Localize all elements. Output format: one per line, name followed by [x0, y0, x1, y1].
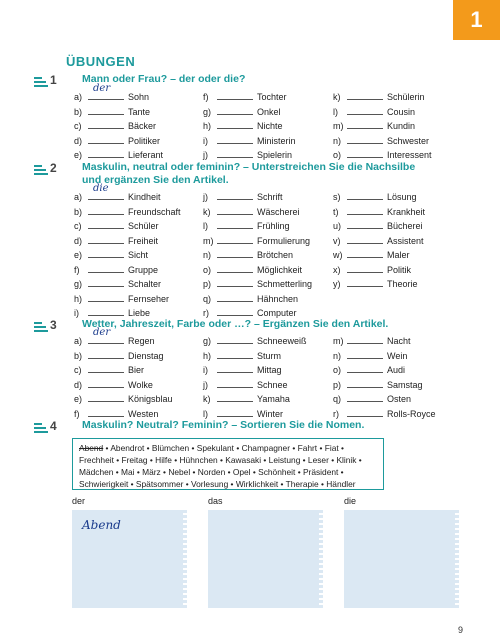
item-letter: q) — [333, 394, 342, 404]
exercise-item — [74, 183, 161, 203]
item-word: Ministerin — [257, 135, 296, 146]
item-letter: s) — [333, 192, 341, 202]
item-word: Assistent — [387, 235, 424, 246]
answer-blank[interactable] — [88, 349, 124, 359]
sort-box-der[interactable] — [72, 510, 184, 608]
item-letter: b) — [74, 106, 83, 117]
exercise-number: 4 — [50, 419, 57, 433]
exercise-item — [74, 148, 163, 161]
item-word: Osten — [387, 394, 412, 404]
exercise-item — [74, 363, 144, 376]
exercise-item — [74, 277, 161, 290]
item-word: Cousin — [387, 106, 416, 117]
exercise-item — [203, 134, 296, 147]
item-word: Winter — [257, 408, 284, 419]
exercise-item — [203, 248, 293, 261]
item-word: Liebe — [128, 308, 151, 318]
item-letter: w) — [333, 250, 343, 260]
answer-blank[interactable] — [217, 90, 253, 100]
item-word: Maler — [387, 250, 410, 260]
item-word: Yamaha — [257, 394, 290, 404]
handwritten-answer: der — [93, 83, 111, 94]
answer-blank[interactable] — [88, 292, 124, 302]
exercise-item — [74, 119, 156, 132]
handwritten-answer: die — [93, 183, 109, 194]
answer-blank[interactable] — [217, 363, 253, 373]
answer-blank[interactable] — [217, 119, 253, 129]
exercise-title: Wetter, Jahreszeit, Farbe oder …? – Ergänzen Sie den Artikel. — [82, 318, 389, 330]
answer-blank[interactable] — [88, 234, 124, 244]
exercise-lines-icon — [34, 322, 48, 332]
exercise-number: 1 — [50, 73, 57, 87]
answer-blank[interactable] — [88, 392, 124, 402]
item-letter: g) — [203, 106, 212, 117]
item-word: Königsblau — [128, 394, 173, 404]
exercise-item — [333, 234, 424, 247]
item-letter: m) — [333, 336, 344, 346]
column-label-die: die — [344, 496, 357, 506]
exercise-item — [333, 392, 411, 405]
answer-blank[interactable] — [347, 90, 383, 100]
exercise-item — [203, 407, 283, 420]
answer-blank[interactable] — [88, 263, 124, 273]
item-letter: n) — [333, 350, 342, 361]
item-word: Sohn — [128, 92, 150, 102]
item-letter: h) — [74, 293, 83, 304]
exercise-item — [333, 148, 432, 161]
item-letter: j) — [203, 192, 208, 202]
answer-blank[interactable] — [217, 219, 253, 229]
item-letter: i) — [203, 135, 208, 146]
item-word: Schnee — [257, 379, 288, 390]
item-letter: c) — [74, 365, 82, 375]
item-letter: l) — [333, 106, 338, 117]
answer-blank[interactable] — [217, 349, 253, 359]
answer-blank[interactable] — [88, 105, 124, 115]
exercise-item — [203, 234, 310, 247]
item-word: Regen — [128, 336, 155, 346]
item-letter: a) — [74, 336, 83, 346]
answer-blank[interactable] — [217, 105, 253, 115]
answer-blank[interactable] — [347, 234, 383, 244]
exercise-item — [333, 378, 423, 391]
item-letter: k) — [203, 394, 211, 404]
sort-box-die[interactable] — [344, 510, 456, 608]
item-word: Audi — [387, 365, 406, 375]
exercise-item — [333, 205, 425, 218]
item-letter: o) — [203, 264, 212, 275]
item-word: Spielerin — [257, 150, 293, 160]
exercise-item — [203, 363, 282, 376]
answer-blank[interactable] — [88, 205, 124, 215]
word-bank — [72, 438, 384, 490]
answer-blank[interactable] — [217, 378, 253, 388]
page-number: 9 — [457, 625, 463, 635]
item-word: Westen — [128, 408, 159, 419]
answer-blank[interactable] — [88, 119, 124, 129]
answer-blank[interactable] — [217, 248, 253, 258]
exercise-item — [203, 190, 283, 203]
item-letter: c) — [74, 121, 82, 131]
answer-blank[interactable] — [88, 219, 124, 229]
item-letter: p) — [333, 379, 342, 390]
answer-blank[interactable] — [217, 234, 253, 244]
exercise-title: Mann oder Frau? – der oder die? — [82, 73, 246, 85]
exercise-item — [333, 407, 436, 420]
exercise-item — [333, 277, 418, 290]
answer-blank[interactable] — [217, 407, 253, 417]
answer-blank[interactable] — [347, 378, 383, 388]
exercise-item — [203, 219, 290, 232]
item-word: Theorie — [387, 279, 418, 289]
word-bank-words: • Abendrot • Blümchen • Spekulant • Champagner • Fahrt • Fiat • Frechheit • Freitag • Hilfe • Hühnchen • Kawasaki • Leistung • Leser • Klinik • Mädchen • Mai • März • Nebel • Norden • Opel • Schönheit • Präsident • Schwierigkeit • Spätsommer • Vorlesung • Wirklichkeit • Therapie • Händler — [79, 443, 362, 489]
item-letter: m) — [333, 121, 344, 131]
item-word: Wolke — [128, 379, 153, 390]
item-letter: f) — [203, 92, 209, 102]
item-letter: v) — [333, 235, 341, 246]
exercise-item — [203, 292, 298, 305]
exercise-item — [74, 292, 169, 305]
item-word: Freiheit — [128, 235, 159, 246]
answer-blank[interactable] — [347, 392, 383, 402]
item-letter: n) — [333, 135, 342, 146]
sort-box-das[interactable] — [208, 510, 320, 608]
answer-blank[interactable] — [88, 148, 124, 158]
answer-blank[interactable] — [347, 205, 383, 215]
exercise-title: Maskulin? Neutral? Feminin? – Sortieren Sie die Nomen. — [82, 419, 365, 431]
exercise-item — [74, 378, 153, 391]
column-label-das: das — [208, 496, 223, 506]
item-letter: h) — [203, 121, 212, 131]
item-letter: m) — [203, 235, 214, 246]
item-letter: u) — [333, 221, 342, 231]
item-letter: d) — [74, 235, 83, 246]
exercise-lines-icon — [34, 165, 48, 175]
item-word: Schmetterling — [257, 279, 313, 289]
item-letter: p) — [203, 279, 212, 289]
exercise-item — [203, 392, 290, 405]
answer-blank[interactable] — [88, 134, 124, 144]
exercise-item — [74, 248, 148, 261]
item-letter: d) — [74, 135, 83, 146]
item-word: Nacht — [387, 336, 411, 346]
answer-blank[interactable] — [88, 306, 124, 316]
item-letter: f) — [74, 408, 80, 419]
answer-blank[interactable] — [347, 334, 383, 344]
item-word: Schüler — [128, 221, 159, 231]
item-word: Rolls-Royce — [387, 408, 436, 419]
item-letter: q) — [203, 293, 212, 304]
item-letter: r) — [203, 308, 209, 318]
exercise-number: 3 — [50, 318, 57, 332]
answer-blank[interactable] — [88, 378, 124, 388]
answer-blank[interactable] — [88, 83, 124, 100]
exercise-item — [74, 219, 159, 232]
item-letter: k) — [203, 206, 211, 217]
exercise-4-header — [34, 419, 364, 433]
item-word: Onkel — [257, 106, 281, 117]
item-letter: c) — [74, 221, 82, 231]
answer-blank[interactable] — [347, 134, 383, 144]
item-word: Samstag — [387, 379, 423, 390]
exercise-item — [203, 349, 281, 362]
item-letter: b) — [74, 206, 83, 217]
item-word: Möglichkeit — [257, 264, 303, 275]
exercise-item — [203, 148, 292, 161]
item-word: Brötchen — [257, 250, 294, 260]
answer-blank[interactable] — [347, 219, 383, 229]
item-word: Schwester — [387, 135, 430, 146]
exercise-item — [74, 105, 150, 118]
exercise-item — [333, 363, 405, 376]
exercise-item — [74, 392, 173, 405]
item-word: Kundin — [387, 121, 416, 131]
item-letter: y) — [333, 279, 341, 289]
item-word: Lieferant — [128, 150, 164, 160]
item-word: Frühling — [257, 221, 290, 231]
answer-blank[interactable] — [347, 190, 383, 200]
item-word: Bücherei — [387, 221, 423, 231]
answer-blank[interactable] — [217, 277, 253, 287]
exercise-2-header — [34, 161, 415, 187]
answer-blank[interactable] — [88, 407, 124, 417]
exercise-item — [203, 90, 287, 103]
exercise-item — [333, 105, 415, 118]
answer-blank[interactable] — [88, 363, 124, 373]
item-word: Freundschaft — [128, 206, 181, 217]
item-letter: i) — [74, 308, 79, 318]
item-word: Hähnchen — [257, 293, 299, 304]
item-letter: g) — [74, 279, 83, 289]
item-letter: f) — [74, 264, 80, 275]
item-word: Bier — [128, 365, 145, 375]
answer-blank[interactable] — [347, 349, 383, 359]
answer-blank[interactable] — [347, 105, 383, 115]
exercise-item — [203, 277, 312, 290]
item-letter: i) — [203, 365, 208, 375]
item-word: Schalter — [128, 279, 162, 289]
item-letter: x) — [333, 264, 341, 275]
item-letter: h) — [203, 350, 212, 361]
word-bank-struck-word: Abend — [79, 443, 104, 453]
item-word: Tante — [128, 106, 151, 117]
answer-blank[interactable] — [88, 277, 124, 287]
item-letter: a) — [74, 192, 83, 202]
answer-blank[interactable] — [88, 248, 124, 258]
answer-blank[interactable] — [347, 263, 383, 273]
answer-blank[interactable] — [88, 183, 124, 200]
item-letter: e) — [74, 394, 83, 404]
exercise-title-line: und ergänzen Sie den Artikel. — [82, 174, 229, 186]
answer-blank[interactable] — [217, 205, 253, 215]
answer-blank[interactable] — [347, 119, 383, 129]
item-letter: e) — [74, 250, 83, 260]
exercise-item — [203, 263, 302, 276]
exercise-item — [203, 378, 288, 391]
exercise-item — [333, 119, 415, 132]
item-letter: d) — [74, 379, 83, 390]
item-word: Politik — [387, 264, 412, 275]
item-word: Krankheit — [387, 206, 426, 217]
item-word: Tochter — [257, 92, 287, 102]
item-word: Computer — [257, 308, 297, 318]
answer-blank[interactable] — [217, 263, 253, 273]
exercise-item — [203, 105, 281, 118]
chapter-tab: 1 — [453, 0, 500, 40]
exercise-1-header — [34, 73, 245, 87]
item-word: Wäscherei — [257, 206, 300, 217]
exercise-item — [333, 134, 429, 147]
item-letter: a) — [74, 92, 83, 102]
exercise-item — [74, 263, 158, 276]
exercise-item — [74, 407, 158, 420]
item-letter: n) — [203, 250, 212, 260]
item-word: Bäcker — [128, 121, 157, 131]
answer-blank[interactable] — [217, 334, 253, 344]
exercise-title-line: Maskulin, neutral oder feminin? – Unterstreichen Sie die Nachsilbe — [82, 161, 416, 173]
item-word: Kindheit — [128, 192, 161, 202]
exercise-lines-icon — [34, 77, 48, 87]
answer-blank[interactable] — [217, 392, 253, 402]
item-letter: l) — [203, 221, 208, 231]
item-word: Politiker — [128, 135, 161, 146]
item-word: Nichte — [257, 121, 283, 131]
exercise-item — [333, 90, 425, 103]
answer-blank[interactable] — [347, 248, 383, 258]
exercise-item — [333, 334, 411, 347]
item-word: Interessent — [387, 150, 432, 160]
item-word: Fernseher — [128, 293, 170, 304]
item-letter: o) — [333, 150, 342, 160]
exercise-item — [74, 327, 155, 347]
exercise-item — [74, 234, 158, 247]
item-letter: g) — [203, 336, 212, 346]
handwritten-answer: Abend — [82, 518, 121, 532]
item-letter: t) — [333, 206, 339, 217]
handwritten-answer: der — [93, 327, 111, 338]
item-letter: k) — [333, 92, 341, 102]
exercise-item — [333, 190, 417, 203]
exercise-item — [203, 334, 307, 347]
answer-blank[interactable] — [347, 363, 383, 373]
answer-blank[interactable] — [217, 190, 253, 200]
answer-blank[interactable] — [217, 148, 253, 158]
column-label-der: der — [72, 496, 86, 506]
answer-blank[interactable] — [217, 306, 253, 316]
exercise-item — [333, 248, 410, 261]
exercise-lines-icon — [34, 423, 48, 433]
item-letter: j) — [203, 379, 208, 390]
item-letter: o) — [333, 365, 342, 375]
answer-blank[interactable] — [347, 407, 383, 417]
item-letter: b) — [74, 350, 83, 361]
exercise-3-header — [34, 318, 388, 332]
item-word: Sturm — [257, 350, 282, 361]
item-letter: e) — [74, 150, 83, 160]
exercise-item — [333, 349, 407, 362]
exercise-item — [333, 263, 411, 276]
item-word: Gruppe — [128, 264, 159, 275]
answer-blank[interactable] — [217, 134, 253, 144]
exercise-item — [203, 119, 283, 132]
item-word: Schneeweiß — [257, 336, 307, 346]
item-letter: j) — [203, 150, 208, 160]
item-word: Wein — [387, 350, 408, 361]
answer-blank[interactable] — [88, 327, 124, 344]
answer-blank[interactable] — [217, 292, 253, 302]
answer-blank[interactable] — [347, 148, 383, 158]
item-letter: r) — [333, 408, 339, 419]
item-word: Dienstag — [128, 350, 164, 361]
exercise-item — [333, 219, 423, 232]
item-word: Lösung — [387, 192, 417, 202]
item-letter: l) — [203, 408, 208, 419]
item-word: Formulierung — [257, 235, 311, 246]
exercise-item — [203, 205, 300, 218]
item-word: Mittag — [257, 365, 282, 375]
exercise-title — [82, 161, 415, 187]
exercise-item — [74, 349, 164, 362]
item-word: Schrift — [257, 192, 283, 202]
item-word: Schülerin — [387, 92, 425, 102]
exercise-item — [74, 83, 150, 103]
exercise-number: 2 — [50, 161, 57, 175]
item-word: Sicht — [128, 250, 149, 260]
page-heading: ÜBUNGEN — [66, 54, 136, 69]
exercise-item — [74, 134, 160, 147]
exercise-item — [74, 205, 181, 218]
answer-blank[interactable] — [347, 277, 383, 287]
